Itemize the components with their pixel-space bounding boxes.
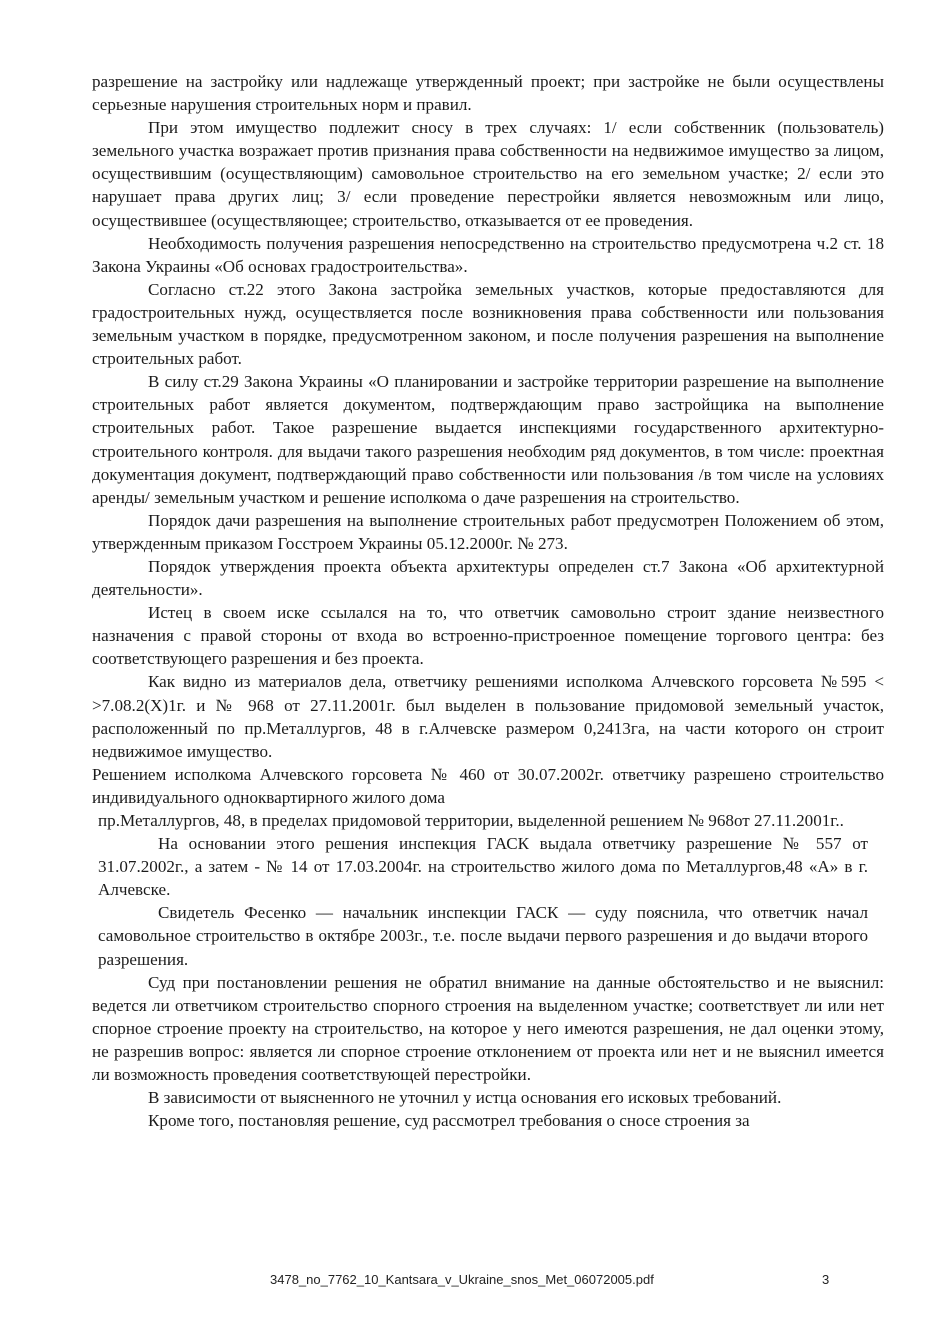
page-number: 3 bbox=[822, 1272, 830, 1287]
paragraph: В зависимости от выясненного не уточнил у истца основания его исковых требований. bbox=[148, 1088, 782, 1108]
paragraph: Суд при постановлении решения не обратил внимание на данные обстоятельство и не выяснил: ведется ли ответчиком строительство спорного строения на выделенном участке; соответствует ли или нет спорное строение проекту на строительство, на которое у него имеются разрешения, не дал оценки этому, не разрешив вопрос: является ли спорное строение отклонением от проекта или нет и не выяснил имеется ли возможность проведения соответствующей перестройки. bbox=[92, 972, 884, 1085]
document-body bbox=[92, 70, 884, 1132]
paragraph: разрешение на застройку или надлежаще утвержденный проект; при застройке не были осуществлены серьезные нарушения строительных норм и правил. bbox=[92, 72, 884, 115]
paragraph: При этом имущество подлежит сносу в трех случаях: 1/ если собственник (пользователь) земельного участка возражает против признания права собственности на недвижимое имущество за лицом, осуществившим (осуществляющим) самовольное строительство на его земельном участке; 2/ если это нарушает права других лиц; 3/ если проведение перестройки является невозможным или лицо, осуществившее (осуществляющее; строительство, отказывается от ее проведения. bbox=[92, 118, 884, 230]
paragraph: На основании этого решения инспекция ГАСК выдала ответчику разрешение № 557 от 31.07.2002г., а затем - № 14 от 17.03.2004г. на строительство жилого дома по Металлургов,48 «А» в г. Алчевске. bbox=[98, 834, 868, 900]
paragraph: Согласно ст.22 этого Закона застройка земельных участков, которые предоставляются для градостроительных нужд, осуществляется после возникновения права собственности или пользования земельным участком в порядке, предусмотренном законом, и после получения разрешения на выполнение строительных работ. bbox=[92, 279, 884, 369]
paragraph: В силу ст.29 Закона Украины «О планировании и застройке территории разрешение на выполнение строительных работ является документом, подтверждающим право застройщика на выполнение строительных работ. Такое разрешение выдается инспекциями государственного архитектурно-строительного контроля. для выдачи такого разрешения необходим ряд документов, в том числе: проектная документация документ, подтверждающий право собственности или пользования /в том числе на условиях аренды/ земельным участком и решение исполкома о даче разрешения на строительство. bbox=[92, 372, 884, 507]
paragraph: Решением исполкома Алчевского горсовета № 460 от 30.07.2002г. ответчику разрешено строительство индивидуального одноквартирного жилого дома bbox=[92, 764, 884, 807]
footer-filename: 3478_no_7762_10_Kantsara_v_Ukraine_snos_Met_06072005.pdf bbox=[270, 1272, 654, 1287]
paragraph: пр.Металлургов, 48, в пределах придомовой территории, выделенной решением № 968от 27.11.2001г.. bbox=[98, 811, 844, 830]
paragraph: Истец в своем иске ссылался на то, что ответчик самовольно строит здание неизвестного назначения с правой стороны от входа во встроенно-пристроенное помещение торгового центра: без соответствующего разрешения и без проекта. bbox=[92, 603, 884, 669]
paragraph: Порядок утверждения проекта объекта архитектуры определен ст.7 Закона «Об архитектурной деятельности». bbox=[92, 556, 884, 600]
paragraph: Свидетель Фесенко — начальник инспекции ГАСК — суду пояснила, что ответчик начал самовольное строительство в октябре 2003г., т.е. после выдачи первого разрешения и до выдачи второго разрешения. bbox=[98, 903, 868, 969]
paragraph: Кроме того, постановляя решение, суд рассмотрел требования о сносе строения за bbox=[148, 1111, 750, 1131]
paragraph: Необходимость получения разрешения непосредственно на строительство предусмотрена ч.2 ст. 18 Закона Украины «Об основах градостроительства». bbox=[92, 233, 884, 276]
page-footer bbox=[0, 1272, 943, 1292]
paragraph: Порядок дачи разрешения на выполнение строительных работ предусмотрен Положением об этом, утвержденным приказом Госстроем Украины 05.12.2000г. № 273. bbox=[92, 510, 884, 553]
paragraph: Как видно из материалов дела, ответчику решениями исполкома Алчевского горсовета №595 < >7.08.2(X)1г. и № 968 от 27.11.2001г. был выделен в пользование придомовой земельный участок, расположенный по пр.Металлургов, 48 в г.Алчевске размером 0,2413га, на части которого он строит недвижимое имущество. bbox=[92, 672, 884, 761]
